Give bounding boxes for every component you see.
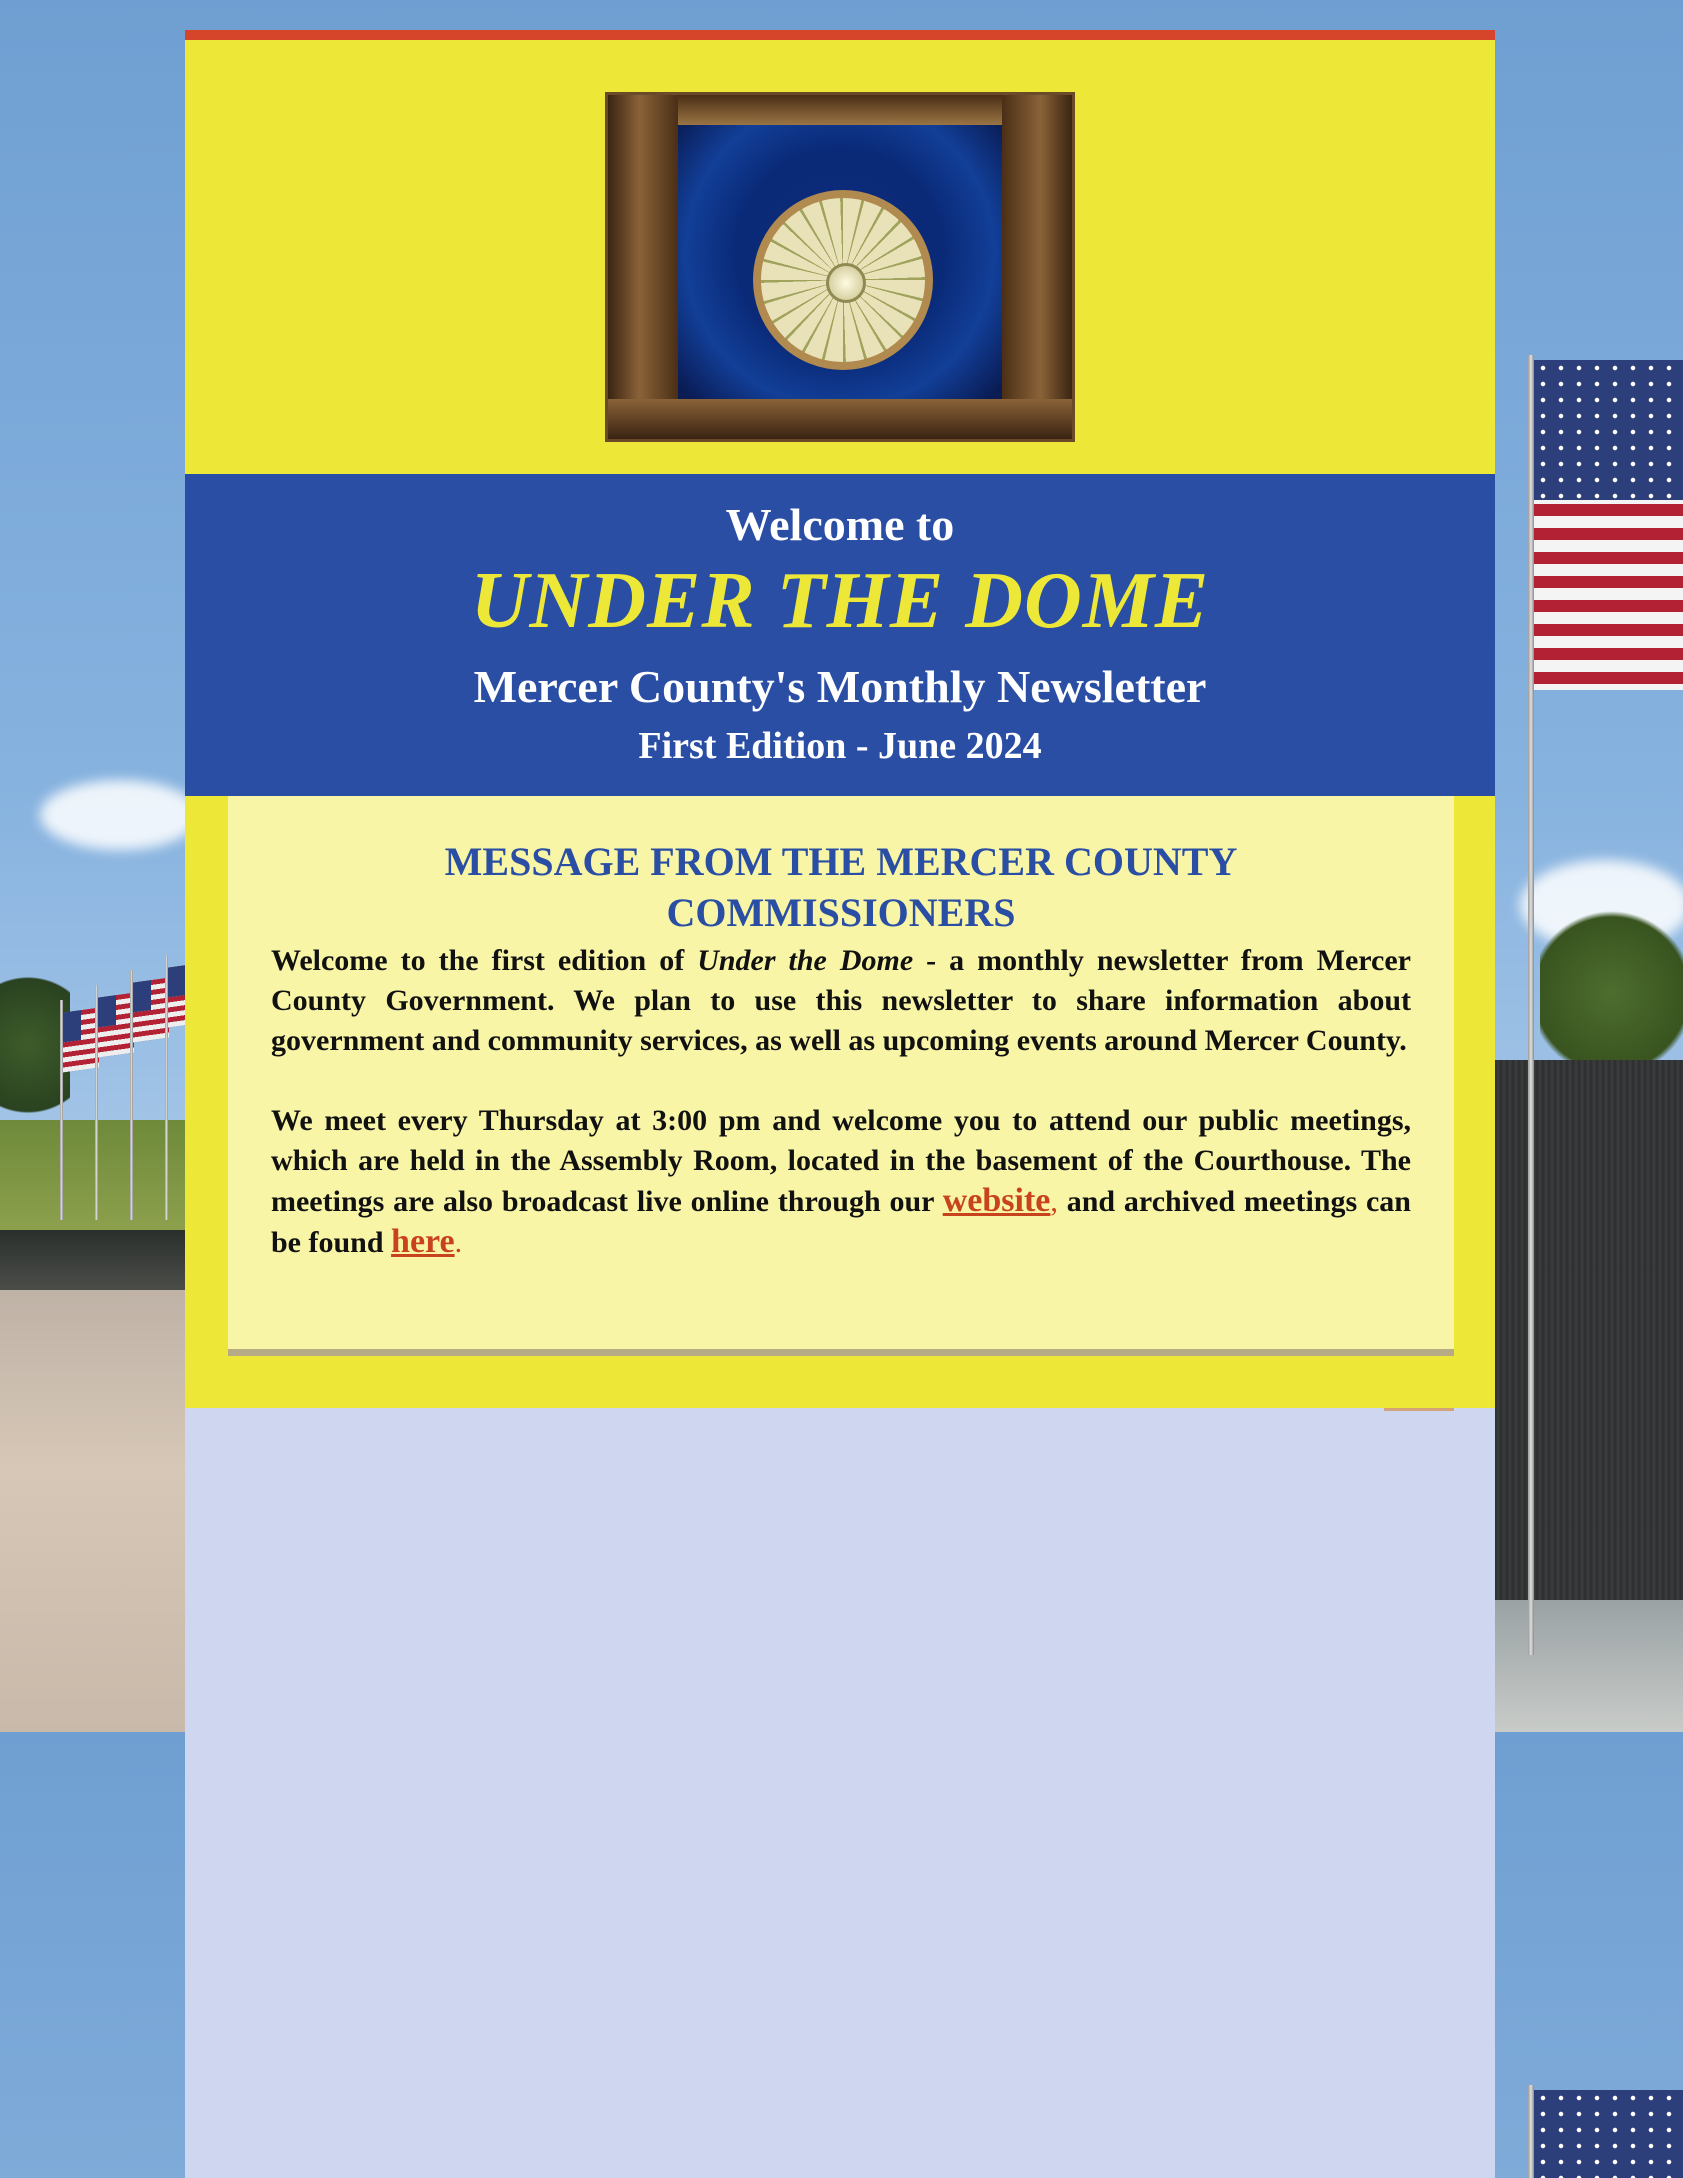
flag-icon — [98, 992, 134, 1057]
header-image-band — [185, 40, 1495, 474]
american-flag-icon — [1534, 360, 1683, 690]
archived-meetings-link[interactable]: here — [391, 1223, 455, 1260]
section-tab-mark — [1384, 1408, 1454, 1411]
flag-icon — [133, 977, 169, 1042]
walkway-left — [0, 1290, 190, 1732]
message-section — [185, 796, 1495, 1408]
welcome-text: Welcome to — [725, 499, 955, 550]
message-heading: MESSAGE FROM THE MERCER COUNTY COMMISSIONERS — [444, 839, 1238, 935]
flag-icon — [63, 1007, 99, 1072]
american-flag-icon — [1534, 2090, 1683, 2178]
newsletter-subtitle: Mercer County's Monthly Newsletter — [473, 661, 1207, 712]
newsletter-name-italic: Under the Dome — [697, 944, 914, 977]
message-paragraph-2: We meet every Thursday at 3:00 pm and welcome you to attend our public meetings, which are held in the Assembly Room, located in the basement of the Courthouse. The meetings are also broadcast live online through our website, and archived meetings can be found here. — [271, 1104, 1411, 1260]
top-rule — [185, 30, 1495, 40]
dome-stained-glass-image — [605, 92, 1075, 442]
cloud — [40, 780, 200, 850]
memorial-wall-left — [0, 1230, 190, 1290]
ground-right — [1495, 1600, 1683, 1732]
trees-right — [1540, 900, 1683, 1070]
edition-label: First Edition - June 2024 — [638, 725, 1042, 767]
masthead — [185, 474, 1495, 796]
newsletter-title: UNDER THE DOME — [470, 557, 1210, 645]
message-body — [271, 941, 1411, 1303]
stained-glass-window — [753, 190, 933, 370]
message-paragraph-1: Welcome to the first edition of Under the Dome - a monthly newsletter from Mercer County Government. We plan to use this newsletter to share information about government and community services, as well as upcoming events around Mercer County. — [271, 944, 1411, 1057]
newsletter-column — [185, 30, 1495, 2178]
message-box — [228, 796, 1454, 1356]
memorial-wall-right — [1495, 1060, 1683, 1640]
website-link[interactable]: website — [942, 1182, 1051, 1219]
